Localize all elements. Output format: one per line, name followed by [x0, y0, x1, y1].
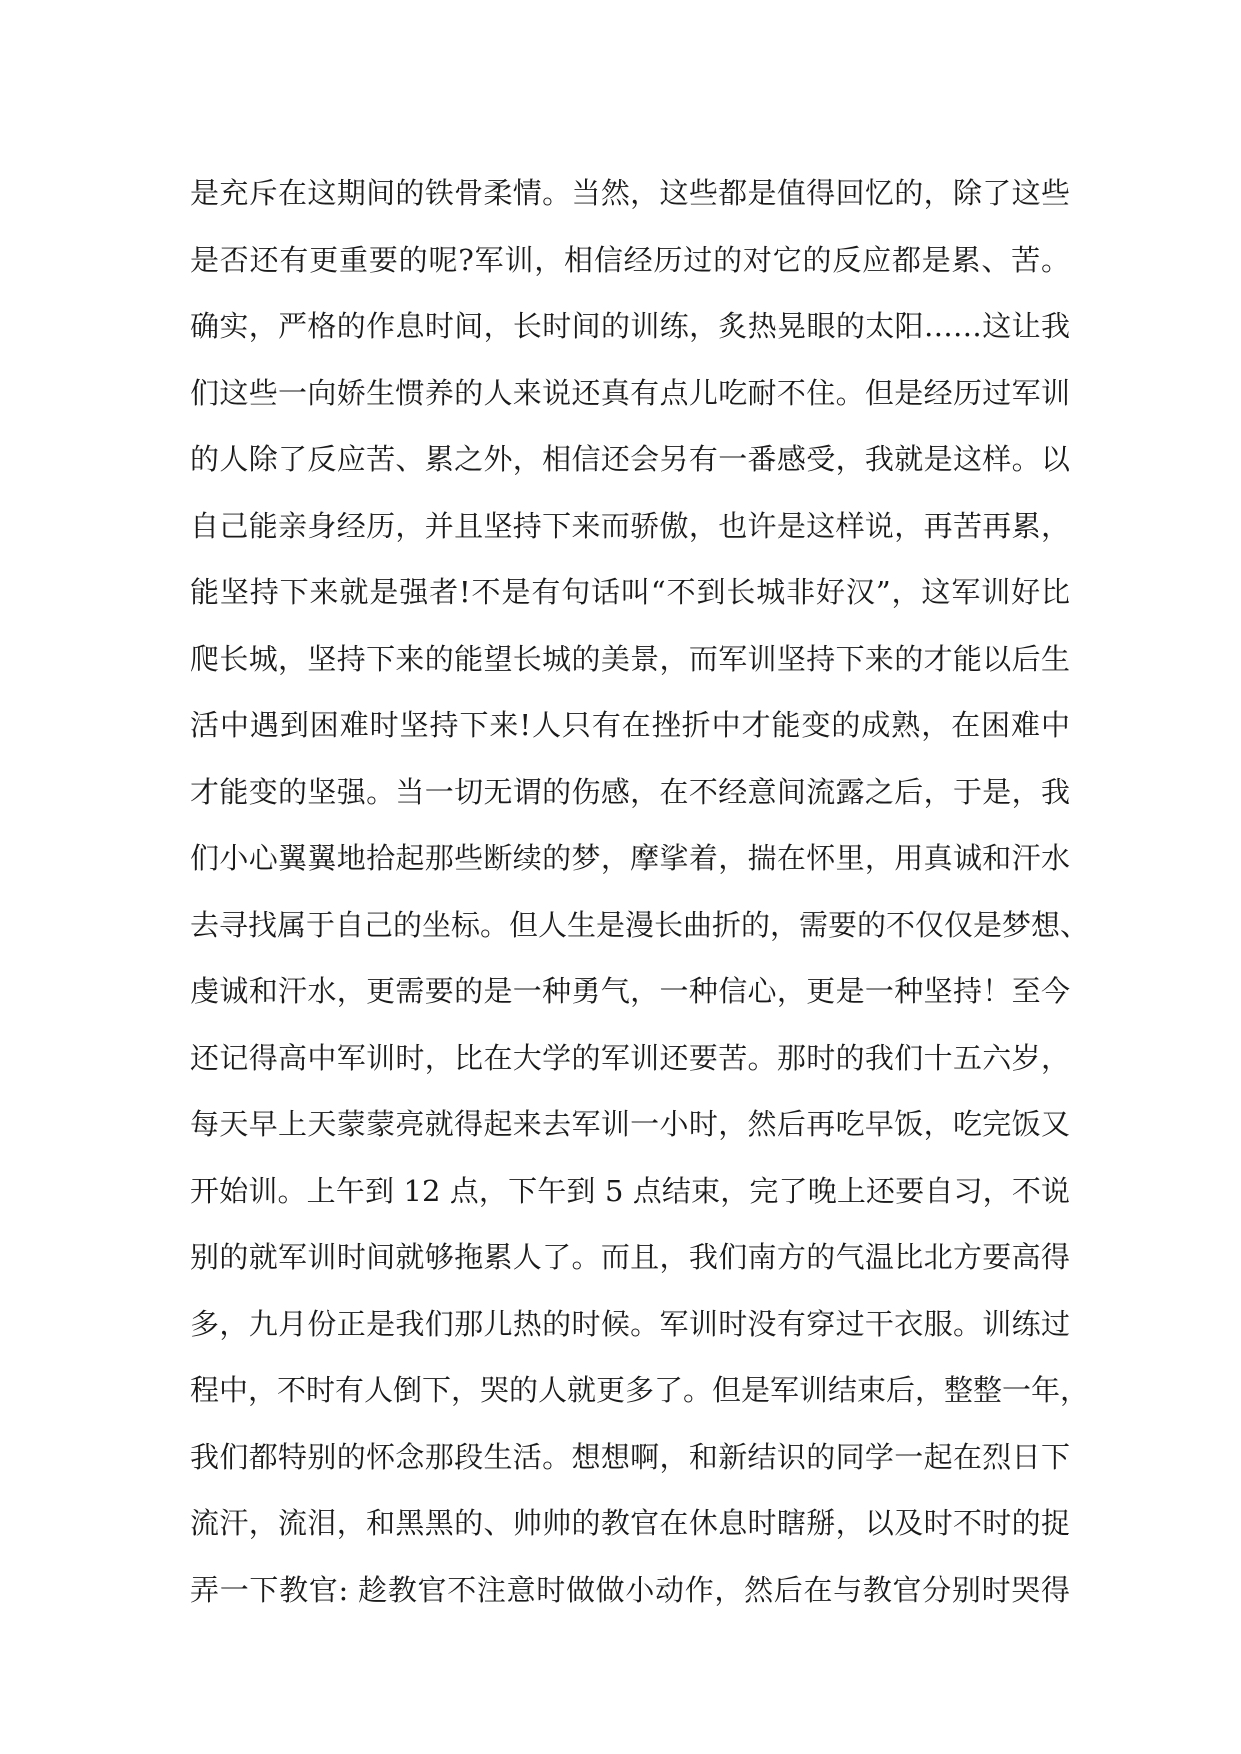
text-line: 是否还有更重要的呢?军训，相信经历过的对它的反应都是累、苦。 — [190, 242, 1070, 277]
text-line: 自己能亲身经历，并且坚持下来而骄傲，也许是这样说，再苦再累， — [190, 508, 1070, 543]
text-line: 流汗，流泪，和黑黑的、帅帅的教官在休息时瞎掰，以及时不时的捉 — [190, 1506, 1070, 1540]
text-line: 开始训。上午到 12 点，下午到 5 点结束，完了晚上还要自习，不说 — [190, 1173, 1070, 1208]
text-line: 去寻找属于自己的坐标。但人生是漫长曲折的，需要的不仅仅是梦想、 — [190, 907, 1090, 942]
text-line: 弄一下教官: 趁教官不注意时做做小动作，然后在与教官分别时哭得 — [190, 1572, 1070, 1607]
text-line: 还记得高中军训时，比在大学的军训还要苦。那时的我们十五六岁， — [190, 1040, 1070, 1075]
text-line: 多，九月份正是我们那儿热的时候。军训时没有穿过干衣服。训练过 — [190, 1306, 1070, 1341]
text-line: 虔诚和汗水，更需要的是一种勇气，一种信心，更是一种坚持！至今 — [190, 974, 1070, 1008]
text-line: 我们都特别的怀念那段生活。想想啊，和新结识的同学一起在烈日下 — [190, 1439, 1070, 1474]
text-line: 别的就军训时间就够拖累人了。而且，我们南方的气温比北方要高得 — [190, 1240, 1070, 1274]
text-line: 能坚持下来就是强者!不是有句话叫“不到长城非好汉”，这军训好比 — [190, 575, 1070, 609]
text-line: 是充斥在这期间的铁骨柔情。当然，这些都是值得回忆的，除了这些 — [190, 176, 1070, 210]
text-line: 才能变的坚强。当一切无谓的伤感，在不经意间流露之后，于是，我 — [190, 774, 1070, 809]
text-line: 程中，不时有人倒下，哭的人就更多了。但是军训结束后，整整一年， — [190, 1373, 1090, 1407]
text-line: 每天早上天蒙蒙亮就得起来去军训一小时，然后再吃早饭，吃完饭又 — [190, 1107, 1070, 1141]
text-line: 确实，严格的作息时间，长时间的训练，炙热晃眼的太阳……这让我 — [190, 309, 1070, 343]
text-line: 的人除了反应苦、累之外，相信还会另有一番感受，我就是这样。以 — [190, 442, 1070, 476]
text-line: 爬长城，坚持下来的能望长城的美景，而军训坚持下来的才能以后生 — [190, 641, 1070, 676]
text-line: 们这些一向娇生惯养的人来说还真有点儿吃耐不住。但是经历过军训 — [190, 375, 1070, 410]
text-line: 活中遇到困难时坚持下来!人只有在挫折中才能变的成熟，在困难中 — [190, 708, 1070, 742]
text-line: 们小心翼翼地拾起那些断续的梦，摩挲着，揣在怀里，用真诚和汗水 — [190, 841, 1070, 875]
body-text — [190, 160, 1090, 1623]
